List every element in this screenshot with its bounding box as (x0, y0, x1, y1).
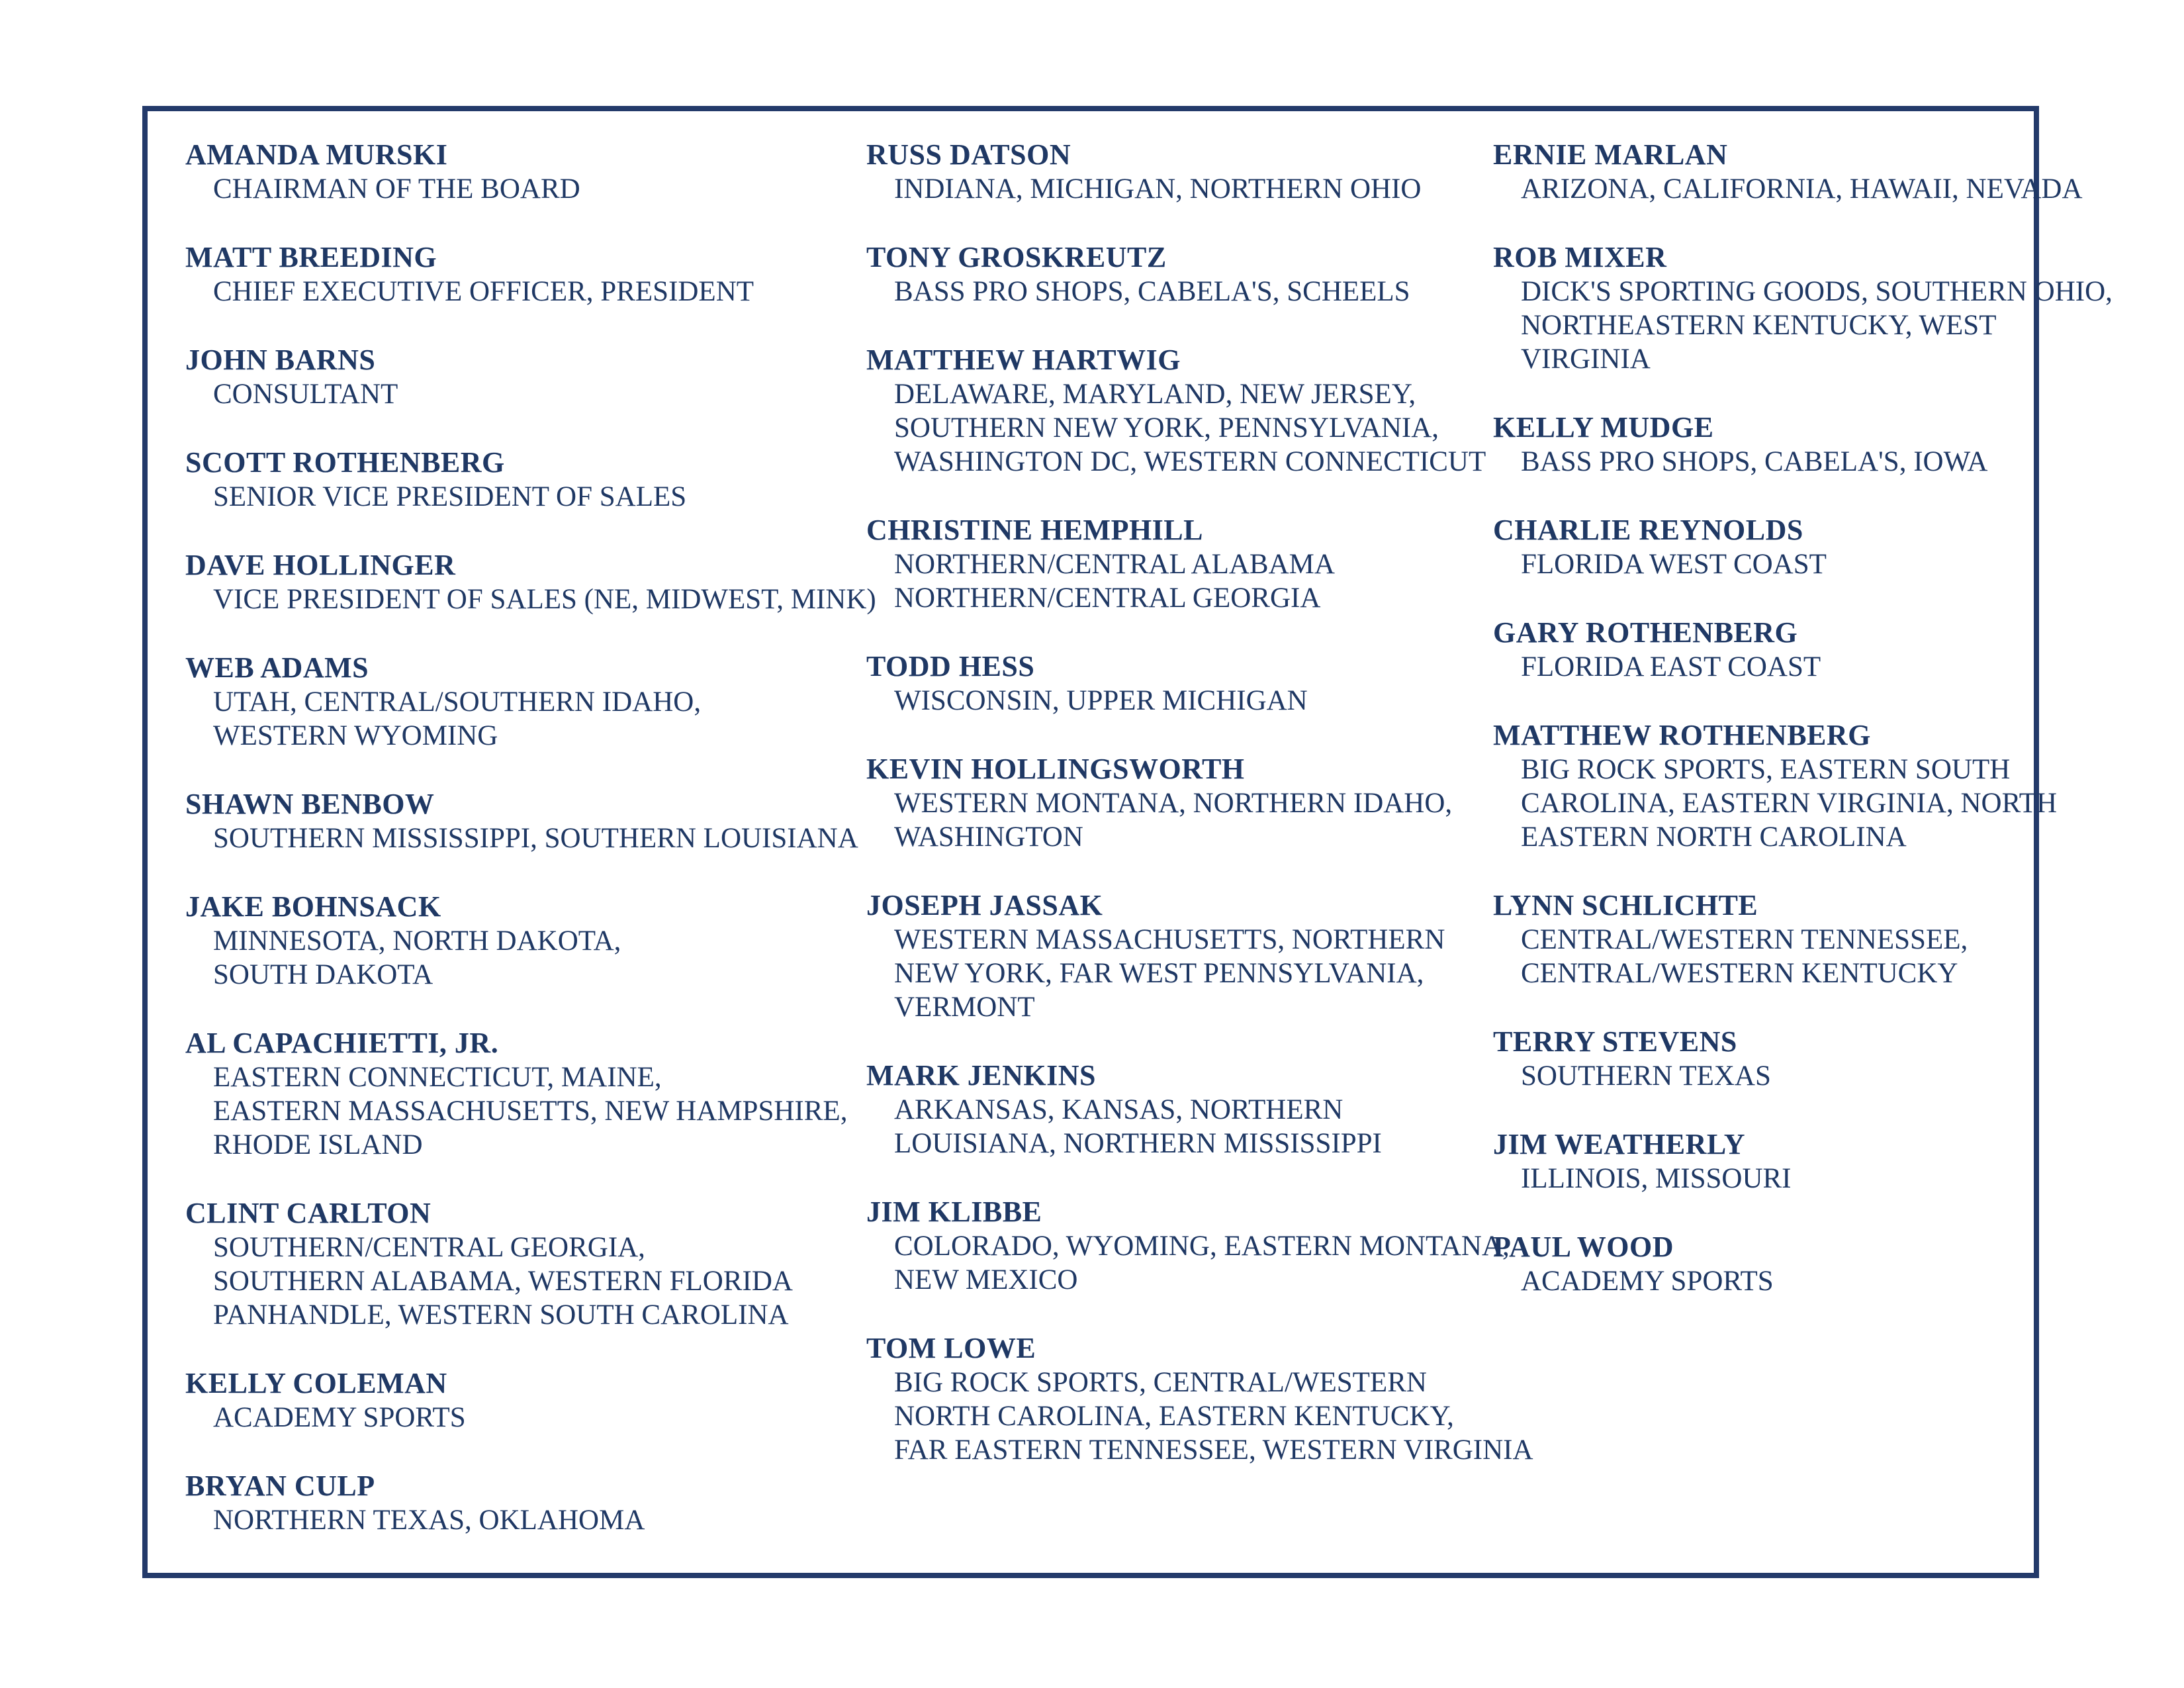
person-entry (185, 1366, 860, 1434)
person-name: WEB ADAMS (185, 651, 369, 684)
person-entry (1493, 410, 2036, 479)
person-name: TOM LOWE (866, 1332, 1036, 1364)
person-name: TODD HESS (866, 650, 1035, 682)
territory-line: ILLINOIS, MISSOURI (1521, 1163, 1792, 1194)
person-name: SHAWN BENBOW (185, 788, 435, 820)
territory-line: NORTH CAROLINA, EASTERN KENTUCKY, (894, 1401, 1454, 1432)
person-entry (866, 1058, 1488, 1160)
person-entry (185, 240, 860, 308)
territory-line: NORTHERN/CENTRAL GEORGIA (894, 583, 1321, 614)
person-entry (1493, 1127, 2036, 1196)
territory-line: ARKANSAS, KANSAS, NORTHERN (894, 1094, 1343, 1125)
person-entry (866, 1331, 1533, 1467)
person-entry (1493, 616, 2036, 684)
person-entry (866, 343, 1488, 479)
territory-line: WESTERN MONTANA, NORTHERN IDAHO, (894, 788, 1453, 819)
person-name: CHARLIE REYNOLDS (1493, 514, 1803, 546)
territory-line: CONSULTANT (213, 379, 398, 410)
person-entry (1493, 1230, 2036, 1298)
page-frame (142, 106, 2113, 1578)
person-entry (185, 445, 860, 514)
territory-line: BIG ROCK SPORTS, EASTERN SOUTH (1521, 754, 2011, 785)
person-name: CHRISTINE HEMPHILL (866, 514, 1203, 546)
territory-line: PANHANDLE, WESTERN SOUTH CAROLINA (213, 1299, 789, 1331)
person-name: RUSS DATSON (866, 138, 1071, 171)
territory-line: NORTHEASTERN KENTUCKY, WEST (1521, 310, 1997, 341)
person-name: MATTHEW HARTWIG (866, 344, 1181, 376)
person-name: LYNN SCHLICHTE (1493, 889, 1758, 921)
territory-line: RHODE ISLAND (213, 1129, 423, 1160)
person-entry (1493, 513, 2036, 581)
person-name: MATT BREEDING (185, 241, 437, 273)
territory-line: WASHINGTON DC, WESTERN CONNECTICUT (894, 446, 1486, 477)
territory-line: ARIZONA, CALIFORNIA, HAWAII, NEVADA (1521, 173, 2083, 205)
territory-line: VIRGINIA (1521, 344, 1651, 375)
territory-line: FLORIDA WEST COAST (1521, 549, 1827, 580)
person-entry (866, 649, 1488, 718)
column-right (1493, 138, 2113, 1333)
territory-line: EASTERN CONNECTICUT, MAINE, (213, 1062, 662, 1093)
person-name: JAKE BOHNSACK (185, 890, 441, 923)
territory-line: BASS PRO SHOPS, CABELA'S, IOWA (1521, 446, 1988, 477)
territory-line: FAR EASTERN TENNESSEE, WESTERN VIRGINIA (894, 1434, 1533, 1466)
territory-line: FLORIDA EAST COAST (1521, 651, 1821, 682)
territory-line: WASHINGTON (894, 821, 1083, 853)
person-name: KELLY COLEMAN (185, 1367, 447, 1399)
column-left (185, 138, 876, 1571)
territory-line: BASS PRO SHOPS, CABELA'S, SCHEELS (894, 276, 1410, 307)
territory-line: CENTRAL/WESTERN KENTUCKY (1521, 958, 1958, 989)
territory-line: CHAIRMAN OF THE BOARD (213, 173, 580, 205)
person-name: JOSEPH JASSAK (866, 889, 1103, 921)
territory-line: UTAH, CENTRAL/SOUTHERN IDAHO, (213, 686, 702, 718)
person-name: MATTHEW ROTHENBERG (1493, 719, 1871, 751)
territory-line: EASTERN MASSACHUSETTS, NEW HAMPSHIRE, (213, 1096, 848, 1127)
territory-line: EASTERN NORTH CAROLINA (1521, 821, 1907, 853)
territory-line: CENTRAL/WESTERN TENNESSEE, (1521, 924, 1968, 955)
territory-line: ACADEMY SPORTS (213, 1402, 466, 1433)
territory-line: NEW YORK, FAR WEST PENNSYLVANIA, (894, 958, 1424, 989)
person-name: TERRY STEVENS (1493, 1025, 1737, 1058)
person-name: TONY GROSKREUTZ (866, 241, 1167, 273)
person-name: DAVE HOLLINGER (185, 549, 456, 581)
person-entry (1493, 138, 2083, 206)
person-entry (1493, 718, 2058, 854)
territory-line: SENIOR VICE PRESIDENT OF SALES (213, 481, 687, 512)
person-entry (185, 1469, 860, 1537)
territory-line: WISCONSIN, UPPER MICHIGAN (894, 685, 1308, 716)
territory-line: VICE PRESIDENT OF SALES (NE, MIDWEST, MINK) (213, 584, 876, 615)
person-entry (185, 138, 860, 206)
person-name: JOHN BARNS (185, 344, 376, 376)
person-name: AMANDA MURSKI (185, 138, 448, 171)
person-name: JIM KLIBBE (866, 1196, 1042, 1228)
person-entry (866, 240, 1488, 308)
person-entry (185, 890, 860, 992)
territory-line: NORTHERN TEXAS, OKLAHOMA (213, 1505, 645, 1536)
person-entry (185, 1196, 860, 1332)
territory-line: WESTERN MASSACHUSETTS, NORTHERN (894, 924, 1445, 955)
person-name: PAUL WOOD (1493, 1231, 1674, 1263)
territory-line: DICK'S SPORTING GOODS, SOUTHERN OHIO, (1521, 276, 2113, 307)
territory-line: VERMONT (894, 992, 1035, 1023)
person-entry (185, 1026, 860, 1162)
person-name: ERNIE MARLAN (1493, 138, 1728, 171)
person-entry (185, 343, 860, 411)
person-entry (866, 138, 1488, 206)
territory-line: DELAWARE, MARYLAND, NEW JERSEY, (894, 379, 1416, 410)
territory-line: SOUTHERN/CENTRAL GEORGIA, (213, 1232, 645, 1263)
person-entry (1493, 240, 2113, 376)
person-name: GARY ROTHENBERG (1493, 616, 1798, 649)
territory-line: SOUTHERN TEXAS (1521, 1060, 1771, 1092)
person-entry (866, 513, 1488, 615)
territory-line: WESTERN WYOMING (213, 720, 498, 751)
territory-line: COLORADO, WYOMING, EASTERN MONTANA, (894, 1231, 1510, 1262)
territory-line: SOUTHERN ALABAMA, WESTERN FLORIDA (213, 1266, 793, 1297)
person-entry (185, 787, 860, 855)
person-name: MARK JENKINS (866, 1059, 1097, 1092)
territory-line: NORTHERN/CENTRAL ALABAMA (894, 549, 1335, 580)
territory-line: MINNESOTA, NORTH DAKOTA, (213, 925, 621, 957)
person-entry (866, 888, 1488, 1024)
column-middle (866, 138, 1533, 1501)
person-name: JIM WEATHERLY (1493, 1128, 1745, 1160)
person-entry (866, 1195, 1510, 1297)
person-name: KEVIN HOLLINGSWORTH (866, 753, 1245, 785)
person-name: AL CAPACHIETTI, JR. (185, 1027, 499, 1059)
person-entry (866, 752, 1488, 854)
territory-line: CHIEF EXECUTIVE OFFICER, PRESIDENT (213, 276, 754, 307)
territory-line: SOUTH DAKOTA (213, 959, 433, 990)
territory-line: BIG ROCK SPORTS, CENTRAL/WESTERN (894, 1367, 1427, 1398)
person-name: SCOTT ROTHENBERG (185, 446, 505, 479)
person-name: BRYAN CULP (185, 1470, 375, 1502)
person-name: ROB MIXER (1493, 241, 1667, 273)
territory-line: NEW MEXICO (894, 1264, 1078, 1295)
territory-line: INDIANA, MICHIGAN, NORTHERN OHIO (894, 173, 1422, 205)
person-entry (1493, 888, 2036, 990)
person-name: KELLY MUDGE (1493, 411, 1714, 444)
territory-line: ACADEMY SPORTS (1521, 1266, 1774, 1297)
person-name: CLINT CARLTON (185, 1197, 432, 1229)
territory-line: SOUTHERN NEW YORK, PENNSYLVANIA, (894, 412, 1439, 444)
territory-line: CAROLINA, EASTERN VIRGINIA, NORTH (1521, 788, 2058, 819)
territory-line: LOUISIANA, NORTHERN MISSISSIPPI (894, 1128, 1382, 1159)
person-entry (1493, 1025, 2036, 1093)
person-entry (185, 548, 876, 616)
territory-line: SOUTHERN MISSISSIPPI, SOUTHERN LOUISIANA (213, 823, 858, 854)
person-entry (185, 651, 860, 753)
